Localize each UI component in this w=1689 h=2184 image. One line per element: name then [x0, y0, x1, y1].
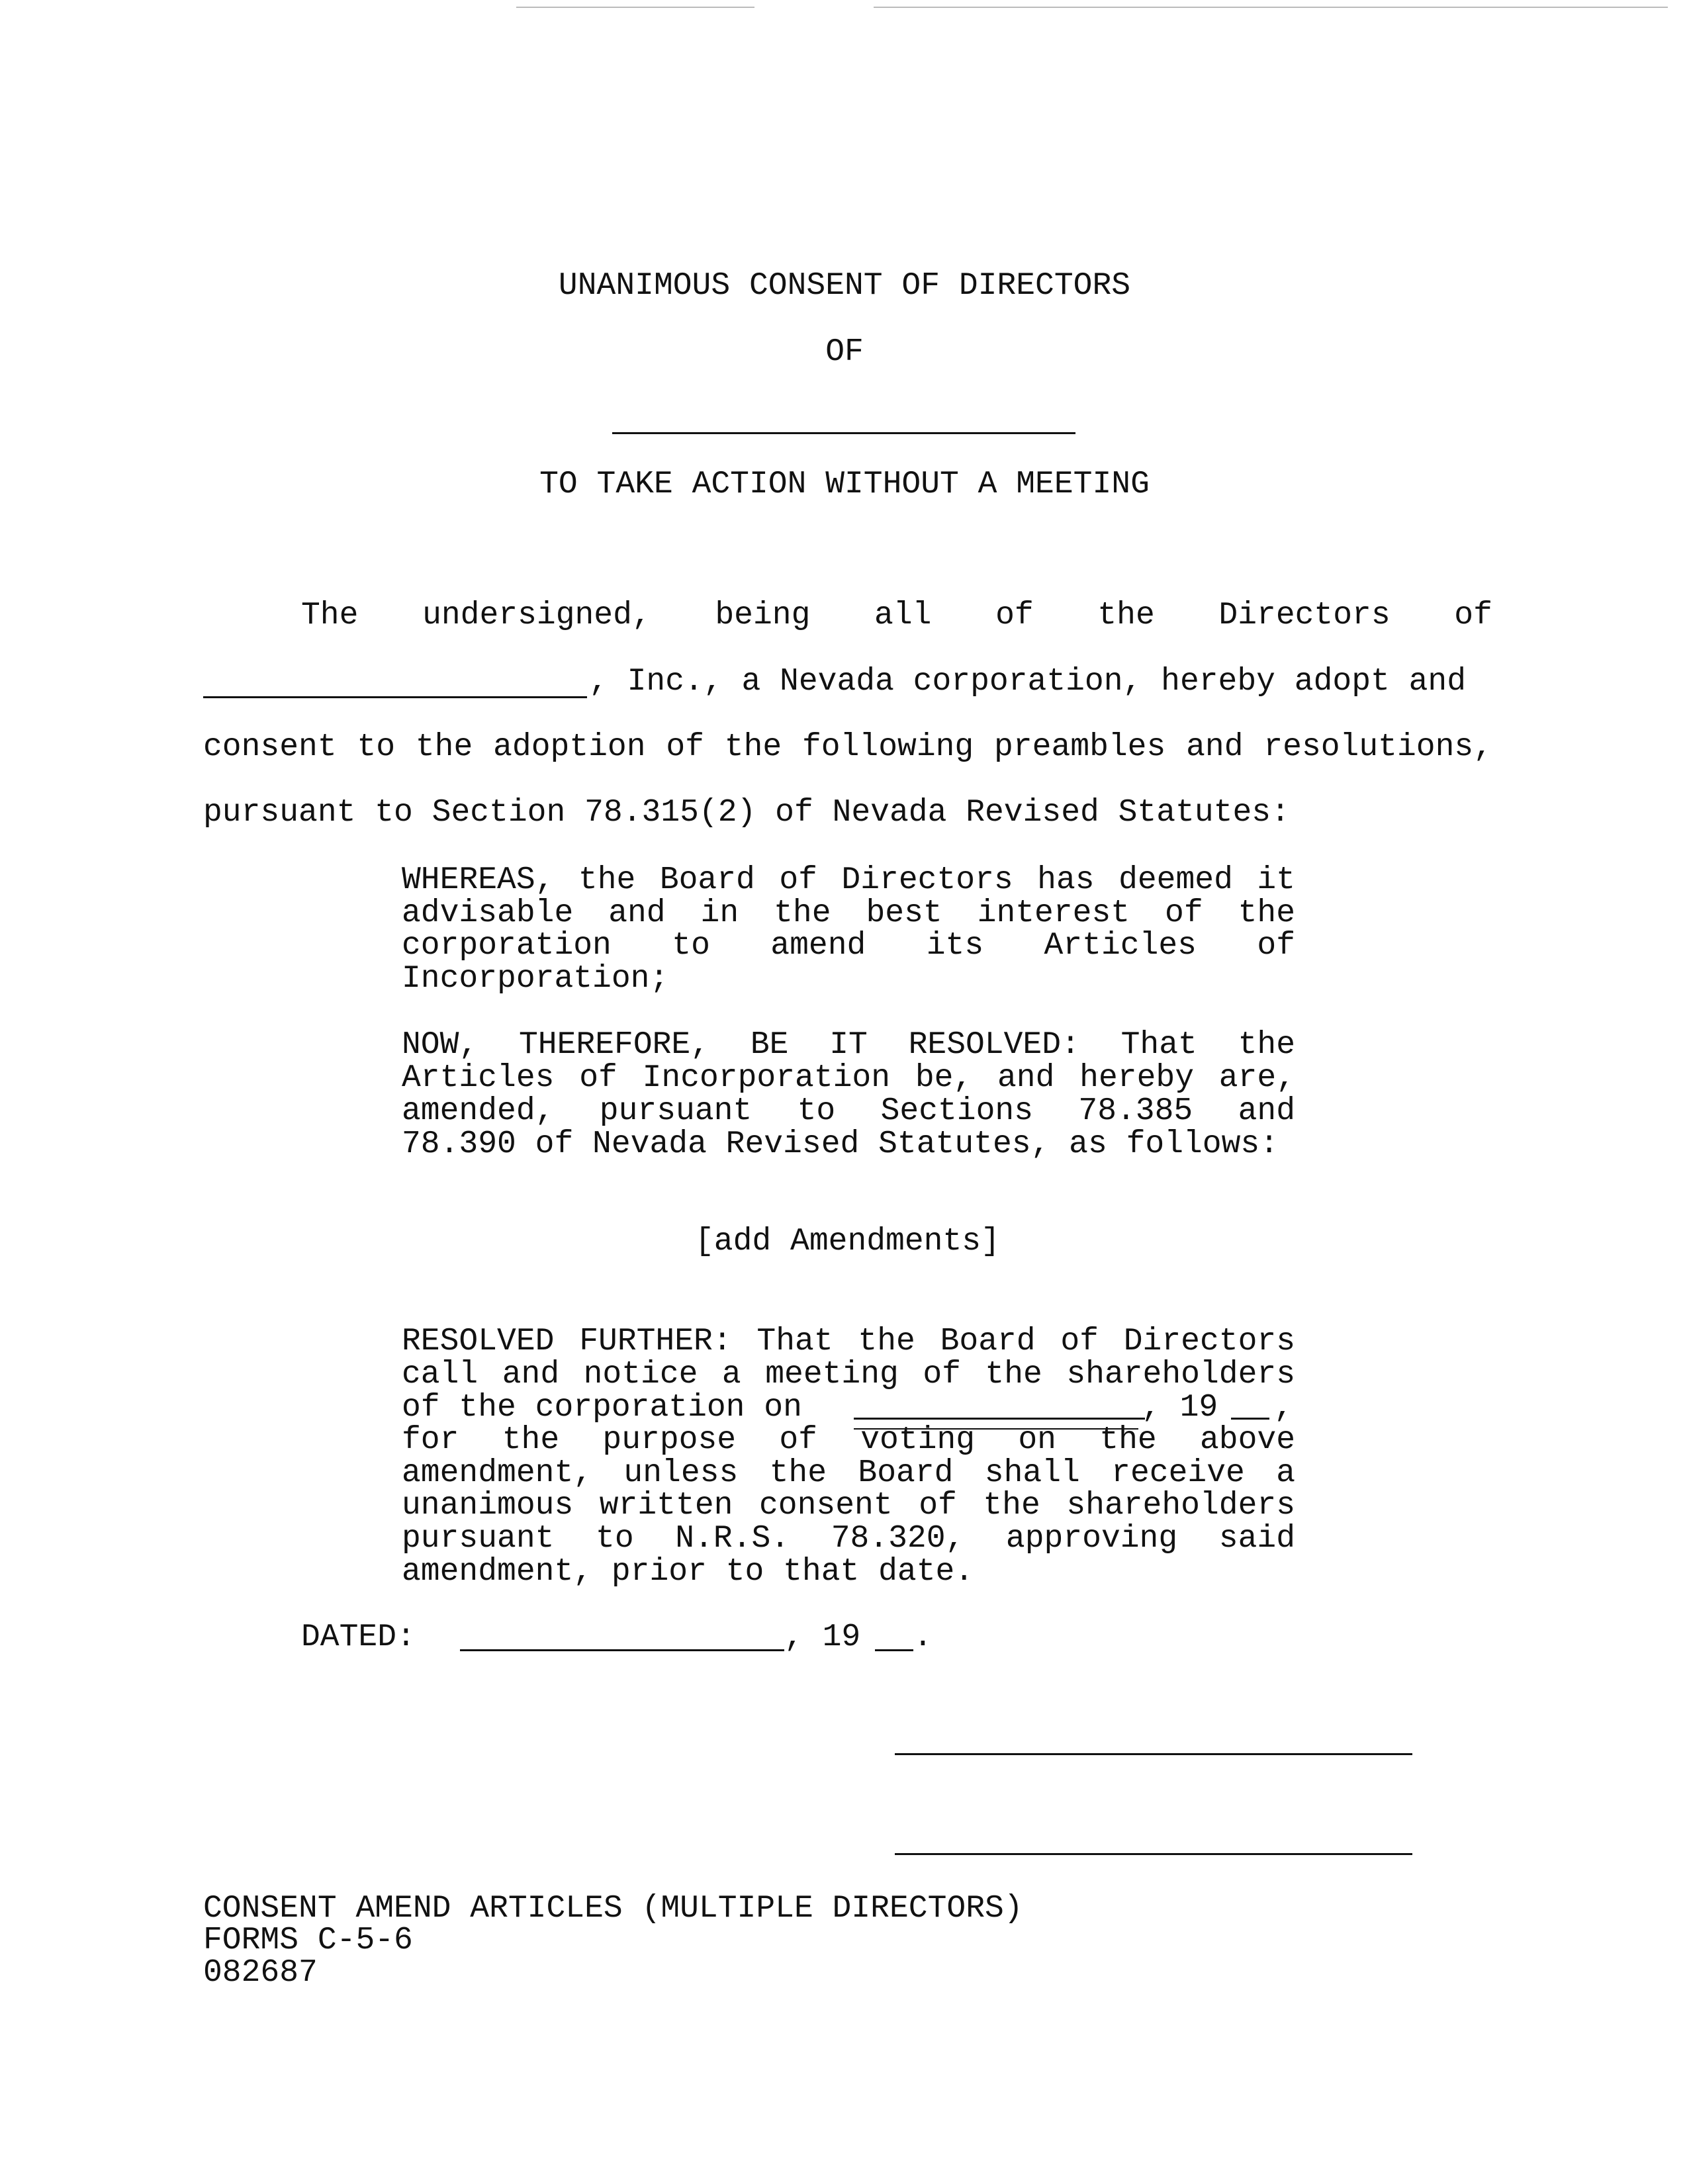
- intro-word: Directors: [1218, 598, 1391, 633]
- resolved-further-year: , 19: [1142, 1390, 1218, 1426]
- intro-word: undersigned,: [422, 598, 651, 633]
- resolved-line: amended, pursuant to Sections 78.385 and: [402, 1093, 1295, 1129]
- resolved-further-line: pursuant to N.R.S. 78.320, approving said: [402, 1521, 1295, 1557]
- whereas-line: advisable and in the best interest of the: [402, 895, 1295, 931]
- whereas-line: WHEREAS, the Board of Directors has deemed it: [402, 862, 1295, 898]
- intro-line-1: [301, 600, 1492, 631]
- intro-word: The: [301, 598, 359, 633]
- dated-blank[interactable]: [460, 1649, 784, 1651]
- resolved-further-line: amendment, prior to that date.: [402, 1554, 974, 1590]
- intro-line-2: , Inc., a Nevada corporation, hereby adopt and: [589, 664, 1467, 700]
- intro-word: all: [874, 598, 932, 633]
- intro-line-4: pursuant to Section 78.315(2) of Nevada Revised Statutes:: [203, 795, 1290, 831]
- intro-word: of: [1454, 598, 1492, 633]
- intro-line-3: consent to the adoption of the following preambles and resolutions,: [203, 729, 1492, 765]
- meeting-year-blank[interactable]: [1231, 1418, 1269, 1420]
- director-signature-line-1[interactable]: [895, 1753, 1412, 1755]
- footer-form-number: FORMS C-5-6: [203, 1923, 413, 1958]
- resolved-further-line: unanimous written consent of the shareholders: [402, 1488, 1295, 1524]
- scan-artifact: [516, 7, 754, 8]
- document-title: UNANIMOUS CONSENT OF DIRECTORS: [558, 268, 1131, 304]
- resolved-line: 78.390 of Nevada Revised Statutes, as follows:: [402, 1126, 1279, 1162]
- resolved-further-line: call and notice a meeting of the shareholders: [402, 1357, 1295, 1392]
- director-signature-line-2[interactable]: [895, 1853, 1412, 1855]
- dated-year-prefix: , 19: [784, 1619, 861, 1655]
- meeting-date-blank[interactable]: [854, 1418, 1145, 1420]
- corporation-name-blank[interactable]: [612, 432, 1075, 434]
- dated-label: DATED:: [301, 1619, 416, 1655]
- scan-artifact: [874, 7, 1668, 8]
- voting-on-the-strike: [854, 1428, 1138, 1430]
- resolved-further-line: RESOLVED FURTHER: That the Board of Directors: [402, 1324, 1295, 1359]
- resolved-further-line: amendment, unless the Board shall receive a: [402, 1455, 1295, 1491]
- whereas-line: corporation to amend its Articles of: [402, 928, 1295, 964]
- dated-year-blank[interactable]: [875, 1649, 913, 1651]
- intro-word: the: [1097, 598, 1155, 633]
- title-of: OF: [825, 334, 864, 370]
- document-subtitle: TO TAKE ACTION WITHOUT A MEETING: [539, 467, 1150, 502]
- dated-period: .: [913, 1619, 933, 1655]
- whereas-line: Incorporation;: [402, 961, 669, 997]
- resolved-further-comma: ,: [1274, 1390, 1293, 1426]
- resolved-further-line: of the corporation on: [402, 1390, 802, 1426]
- resolved-line: Articles of Incorporation be, and hereby are,: [402, 1060, 1295, 1096]
- amendments-placeholder: [add Amendments]: [695, 1224, 1000, 1259]
- intro-word: being: [715, 598, 811, 633]
- resolved-line: NOW, THEREFORE, BE IT RESOLVED: That the: [402, 1027, 1295, 1063]
- footer-form-title: CONSENT AMEND ARTICLES (MULTIPLE DIRECTORS): [203, 1891, 1023, 1927]
- resolved-further-line: for the purpose of voting on the above: [402, 1422, 1295, 1458]
- footer-form-code: 082687: [203, 1955, 318, 1991]
- company-name-blank[interactable]: [203, 696, 587, 698]
- intro-word: of: [995, 598, 1034, 633]
